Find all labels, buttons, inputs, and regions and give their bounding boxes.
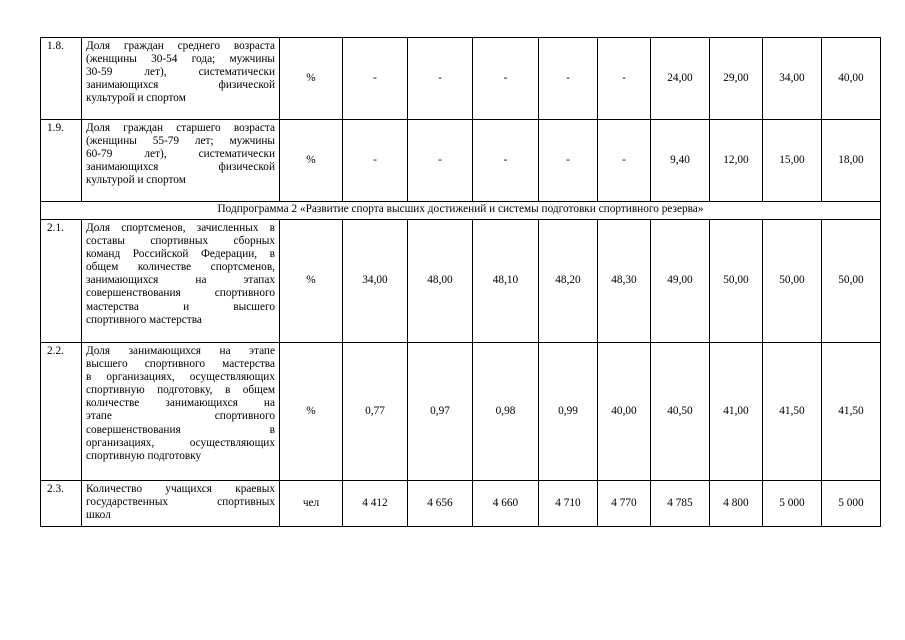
- description-line: спортивного мастерства: [86, 313, 202, 326]
- description-line: Доля занимающихся на этапе: [86, 345, 275, 357]
- section-header-row: [41, 202, 881, 220]
- indicator-description: [82, 481, 280, 527]
- indicator-description: [82, 120, 280, 202]
- description-line: занимающихся физической: [86, 79, 275, 92]
- value-cell: 40,00: [598, 343, 651, 481]
- value-cell: 4 800: [710, 481, 763, 527]
- description-line: занимающихся на этапах: [86, 274, 275, 287]
- value-cell: 48,30: [598, 220, 651, 343]
- value-cell: 48,20: [539, 220, 598, 343]
- description-line: культурой и спортом: [86, 174, 186, 187]
- value-cell: 4 710: [539, 481, 598, 527]
- description-line: школ: [86, 509, 111, 522]
- value-cell: 40,50: [651, 343, 710, 481]
- value-cell: 41,50: [822, 343, 881, 481]
- value-cell: -: [539, 38, 598, 120]
- row-number: 2.3.: [41, 481, 82, 527]
- value-cell: 49,00: [651, 220, 710, 343]
- value-cell: 18,00: [822, 120, 881, 202]
- subprogram-title: Подпрограмма 2 «Развитие спорта высших достижений и системы подготовки спортивного резерва»: [41, 202, 881, 220]
- description-line: этапе спортивного: [86, 410, 275, 423]
- value-cell: -: [539, 120, 598, 202]
- table-row: [41, 481, 881, 527]
- value-cell: -: [408, 120, 473, 202]
- value-cell: 40,00: [822, 38, 881, 120]
- value-cell: 48,10: [473, 220, 539, 343]
- value-cell: -: [598, 38, 651, 120]
- description-line: 30-59 лет), систематически: [86, 66, 275, 79]
- description-line: Доля граждан старшего возраста: [86, 122, 275, 134]
- description-line: совершенствования спортивного: [86, 287, 275, 300]
- indicator-description: [82, 343, 280, 481]
- value-cell: 0,77: [343, 343, 408, 481]
- description-line: высшего спортивного мастерства: [86, 358, 275, 371]
- description-line: Доля спортсменов, зачисленных в: [86, 222, 275, 234]
- value-cell: -: [343, 38, 408, 120]
- value-cell: 50,00: [763, 220, 822, 343]
- unit-cell: чел: [280, 481, 343, 527]
- value-cell: 34,00: [763, 38, 822, 120]
- value-cell: -: [473, 120, 539, 202]
- value-cell: -: [343, 120, 408, 202]
- indicator-description: [82, 220, 280, 343]
- value-cell: 50,00: [822, 220, 881, 343]
- indicator-description: [82, 38, 280, 120]
- unit-cell: %: [280, 220, 343, 343]
- value-cell: 15,00: [763, 120, 822, 202]
- indicator-table: [40, 37, 881, 527]
- value-cell: 5 000: [763, 481, 822, 527]
- description-line: спортивную подготовку: [86, 449, 202, 462]
- description-line: общем количестве спортсменов,: [86, 261, 275, 274]
- table-row: [41, 343, 881, 481]
- value-cell: 4 660: [473, 481, 539, 527]
- table-row: [41, 120, 881, 202]
- description-line: количестве занимающихся на: [86, 397, 275, 410]
- value-cell: -: [598, 120, 651, 202]
- row-number: 2.1.: [41, 220, 82, 343]
- description-line: организациях, осуществляющих: [86, 436, 275, 449]
- value-cell: 24,00: [651, 38, 710, 120]
- row-number: 1.8.: [41, 38, 82, 120]
- value-cell: 50,00: [710, 220, 763, 343]
- description-line: государственных спортивных: [86, 496, 275, 509]
- value-cell: 5 000: [822, 481, 881, 527]
- description-line: культурой и спортом: [86, 92, 186, 105]
- value-cell: -: [473, 38, 539, 120]
- description-line: мастерства и высшего: [86, 300, 275, 313]
- value-cell: 29,00: [710, 38, 763, 120]
- value-cell: 0,99: [539, 343, 598, 481]
- description-line: совершенствования в: [86, 423, 275, 436]
- value-cell: 41,50: [763, 343, 822, 481]
- description-line: в организациях, осуществляющих: [86, 371, 275, 384]
- value-cell: 0,98: [473, 343, 539, 481]
- value-cell: 0,97: [408, 343, 473, 481]
- unit-cell: %: [280, 120, 343, 202]
- value-cell: 4 656: [408, 481, 473, 527]
- value-cell: 12,00: [710, 120, 763, 202]
- description-line: (женщины 30-54 года; мужчины: [86, 53, 275, 66]
- row-number: 1.9.: [41, 120, 82, 202]
- description-line: 60-79 лет), систематически: [86, 148, 275, 161]
- description-line: команд Российской Федерации, в: [86, 248, 275, 261]
- description-line: (женщины 55-79 лет; мужчины: [86, 135, 275, 148]
- unit-cell: %: [280, 38, 343, 120]
- description-line: Количество учащихся краевых: [86, 483, 275, 495]
- description-line: Доля граждан среднего возраста: [86, 40, 275, 52]
- value-cell: 34,00: [343, 220, 408, 343]
- description-line: занимающихся физической: [86, 161, 275, 174]
- value-cell: -: [408, 38, 473, 120]
- value-cell: 4 770: [598, 481, 651, 527]
- description-line: спортивную подготовку, в общем: [86, 384, 275, 397]
- value-cell: 4 785: [651, 481, 710, 527]
- table-row: [41, 220, 881, 343]
- value-cell: 4 412: [343, 481, 408, 527]
- table-body: [41, 38, 881, 527]
- value-cell: 9,40: [651, 120, 710, 202]
- description-line: составы спортивных сборных: [86, 235, 275, 248]
- unit-cell: %: [280, 343, 343, 481]
- value-cell: 41,00: [710, 343, 763, 481]
- value-cell: 48,00: [408, 220, 473, 343]
- table-row: [41, 38, 881, 120]
- row-number: 2.2.: [41, 343, 82, 481]
